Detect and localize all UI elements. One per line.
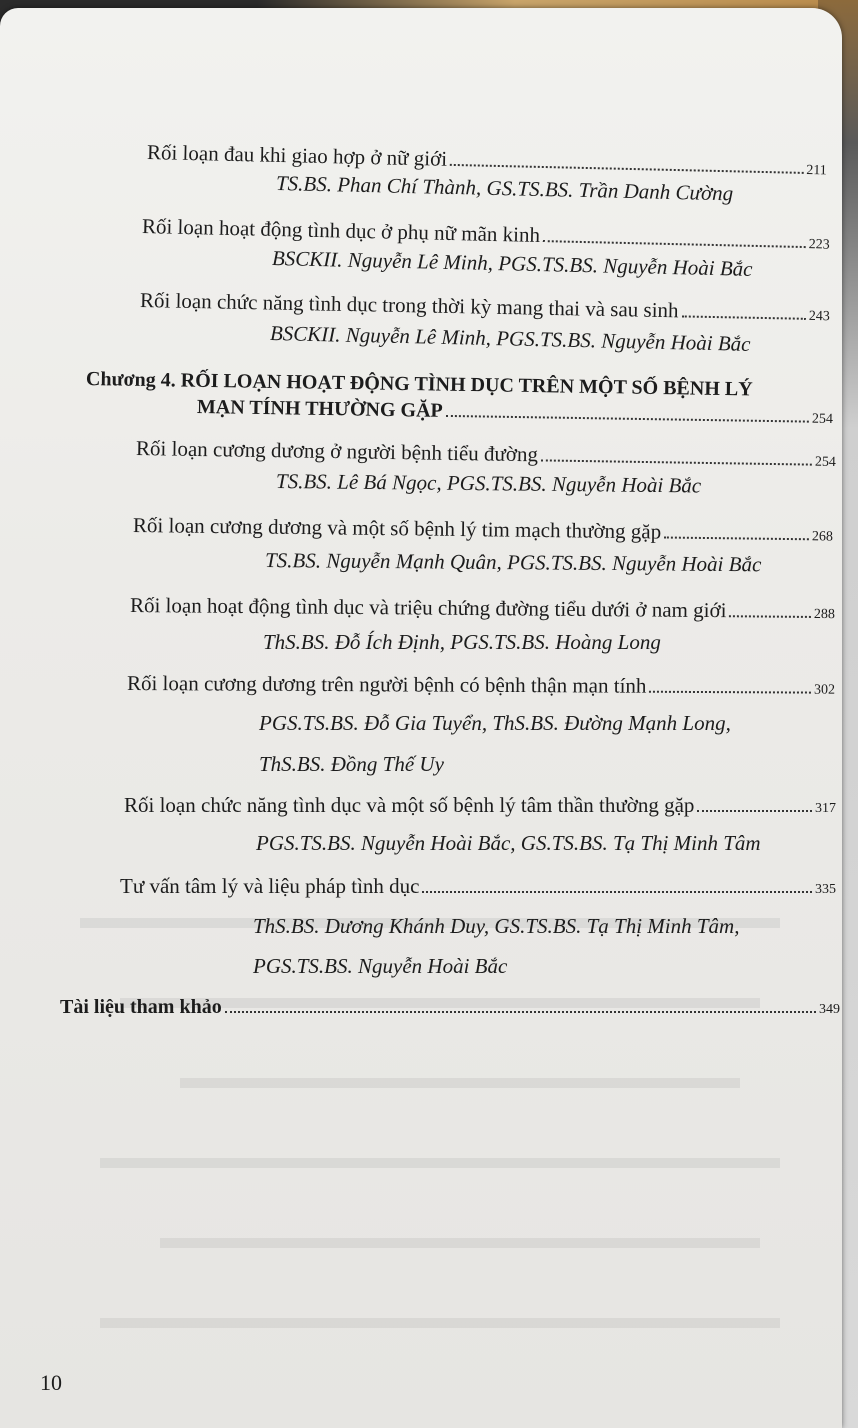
toc-entry-page: 254 <box>814 454 836 470</box>
toc-entry-title: Rối loạn cương dương và một số bệnh lý tim mạch thường gặp <box>132 513 662 544</box>
chapter-page: 254 <box>811 411 834 427</box>
toc-entry-author: PGS.TS.BS. Nguyễn Hoài Bắc, GS.TS.BS. Tạ Thị Minh Tâm <box>256 831 761 855</box>
toc-entry-author: TS.BS. Lê Bá Ngọc, PGS.TS.BS. Nguyễn Hoài Bắc <box>275 469 702 498</box>
toc-references <box>60 996 840 1019</box>
toc-entry <box>130 593 835 624</box>
toc-entry-author: PGS.TS.BS. Đỗ Gia Tuyển, ThS.BS. Đường Mạnh Long, <box>259 711 731 735</box>
toc-entry-title: Rối loạn hoạt động tình dục ở phụ nữ mãn kinh <box>141 214 541 248</box>
toc-entry-page: 223 <box>808 237 830 253</box>
toc-entry-author: ThS.BS. Dương Khánh Duy, GS.TS.BS. Tạ Thị Minh Tâm, <box>253 914 740 938</box>
table-of-contents <box>0 8 842 1108</box>
toc-entry-author: TS.BS. Phan Chí Thành, GS.TS.BS. Trần Danh Cường <box>275 171 734 206</box>
toc-entry <box>142 214 830 255</box>
toc-entry-title: Rối loạn chức năng tình dục và một số bệnh lý tâm thần thường gặp <box>124 793 695 817</box>
toc-entry-author: BSCKII. Nguyễn Lê Minh, PGS.TS.BS. Nguyễn Hoài Bắc <box>269 321 751 356</box>
leader-dots <box>729 613 811 618</box>
toc-entry-title: Rối loạn hoạt động tình dục và triệu chứng đường tiểu dưới ở nam giới <box>129 593 727 623</box>
leader-dots <box>697 808 812 812</box>
toc-entry <box>120 874 836 899</box>
toc-entry-author: ThS.BS. Đỗ Ích Định, PGS.TS.BS. Hoàng Long <box>263 630 661 654</box>
leader-dots <box>543 238 806 248</box>
toc-entry <box>133 513 833 547</box>
toc-entry-author: ThS.BS. Đồng Thế Uy <box>259 752 444 776</box>
toc-entry-author: PGS.TS.BS. Nguyễn Hoài Bắc <box>253 954 508 978</box>
toc-entry-page: 268 <box>811 529 834 545</box>
toc-entry-page: 243 <box>808 308 830 325</box>
leader-dots <box>422 889 812 893</box>
toc-entry-author: TS.BS. Nguyễn Mạnh Quân, PGS.TS.BS. Nguyễn Hoài Bắc <box>264 548 762 577</box>
toc-entry-page: 211 <box>806 162 827 179</box>
chapter-title-line2: MẠN TÍNH THƯỜNG GẶP <box>196 396 443 422</box>
leader-dots <box>225 1009 816 1013</box>
toc-entry-author: BSCKII. Nguyễn Lê Minh, PGS.TS.BS. Nguyễn Hoài Bắc <box>271 246 753 281</box>
leader-dots <box>541 457 812 465</box>
toc-entry <box>127 671 835 700</box>
toc-entry-page: 335 <box>815 882 836 897</box>
leader-dots <box>649 689 811 694</box>
page-number: 10 <box>40 1370 62 1395</box>
toc-entry <box>136 436 836 472</box>
leader-dots <box>446 413 809 423</box>
toc-entry <box>140 288 830 326</box>
toc-entry-page: 288 <box>813 606 836 623</box>
leader-dots <box>450 162 803 174</box>
leader-dots <box>681 313 805 319</box>
references-page: 349 <box>819 1002 840 1017</box>
toc-entry <box>147 140 827 180</box>
leader-dots <box>664 534 809 540</box>
toc-entry-title: Rối loạn chức năng tình dục trong thời kỳ mang thai và sau sinh <box>139 288 679 323</box>
toc-entry-title: Rối loạn cương dương trên người bệnh có bệnh thận mạn tính <box>126 671 647 698</box>
toc-entry-title: Rối loạn đau khi giao hợp ở nữ giới <box>146 140 448 171</box>
book-page <box>0 8 842 1428</box>
toc-entry-title: Rối loạn cương dương ở người bệnh tiểu đường <box>135 436 539 467</box>
chapter-heading: Chương 4. RỐI LOẠN HOẠT ĐỘNG TÌNH DỤC TRÊN MỘT SỐ BỆNH LÝ <box>85 368 753 401</box>
references-title: Tài liệu tham khảo <box>60 996 222 1018</box>
toc-entry <box>124 793 836 818</box>
toc-entry-title: Tư vấn tâm lý và liệu pháp tình dục <box>120 874 420 898</box>
toc-entry-page: 302 <box>813 682 836 698</box>
toc-entry-page: 317 <box>815 801 836 816</box>
